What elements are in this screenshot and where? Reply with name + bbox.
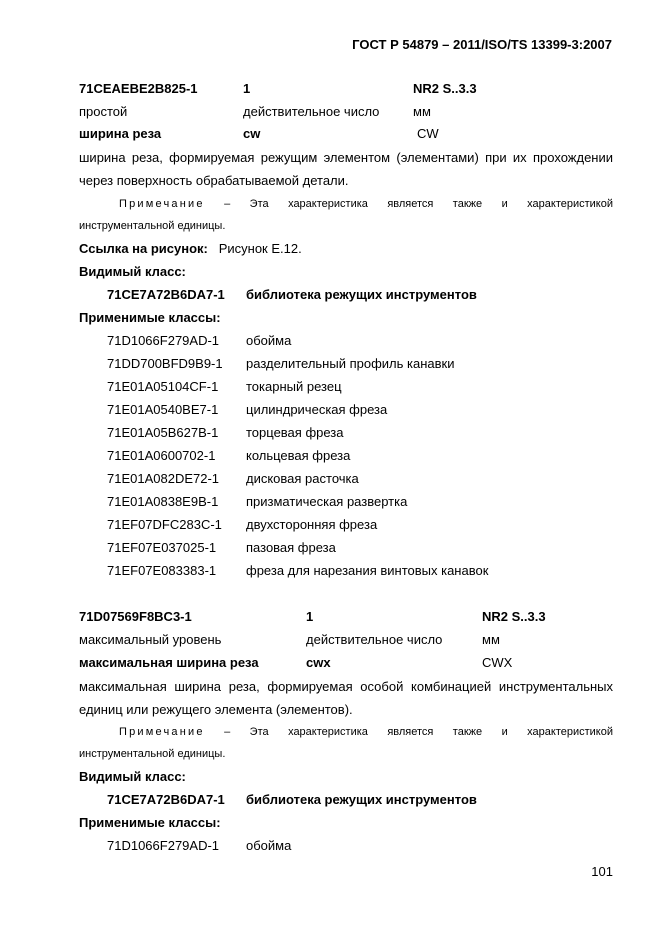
note-text-cont: инструментальной единицы. <box>79 220 226 232</box>
class-name: разделительный профиль канавки <box>246 356 455 371</box>
class-code: 71DD700BFD9B9-1 <box>107 356 223 371</box>
entry-version: 1 <box>306 609 314 624</box>
applicable-classes-label: Применимые классы: <box>79 815 221 830</box>
class-code: 71E01A0540BE7-1 <box>107 402 219 417</box>
page-number: 101 <box>591 864 613 879</box>
applicable-classes-label: Применимые классы: <box>79 310 221 325</box>
figure-label: Ссылка на рисунок: <box>79 241 208 256</box>
class-name: фреза для нарезания винтовых канавок <box>246 563 489 578</box>
entry-definition: максимальная ширина реза, формируемая особой комбинацией инструментальных единиц или режущего элемента (элементов). <box>79 679 613 717</box>
visible-class-label: Видимый класс: <box>79 769 186 784</box>
note-text: – Эта характеристика является также и характеристикой <box>224 726 614 738</box>
class-code: 71E01A05B627B-1 <box>107 425 219 440</box>
entry-code: 71CEAEBE2B825-1 <box>79 81 198 96</box>
figure-value: Рисунок E.12. <box>218 241 302 256</box>
class-name: двухсторонняя фреза <box>246 517 378 532</box>
class-code: 71EF07E037025-1 <box>107 540 217 555</box>
class-code: 71E01A082DE72-1 <box>107 471 220 486</box>
entry-symbol-upper: CW <box>417 126 439 141</box>
class-name: цилиндрическая фреза <box>246 402 388 417</box>
visible-class-name: библиотека режущих инструментов <box>246 287 477 302</box>
note-label: Примечание <box>119 726 205 738</box>
entry-symbol-upper: CWX <box>482 655 513 670</box>
entry-ref: NR2 S..3.3 <box>413 81 477 96</box>
entry-definition: ширина реза, формируемая режущим элементом (элементами) при их прохождении через поверхность обрабатываемой детали. <box>79 150 613 188</box>
note-text: – Эта характеристика является также и характеристикой <box>224 198 614 210</box>
entry-note <box>79 193 613 237</box>
entry-ref: NR2 S..3.3 <box>482 609 546 624</box>
entry-type: простой <box>79 104 128 119</box>
class-code: 71E01A0838E9B-1 <box>107 494 219 509</box>
class-name: дисковая расточка <box>246 471 359 486</box>
class-name: обойма <box>246 333 292 348</box>
entry-version: 1 <box>243 81 251 96</box>
entry-type: максимальный уровень <box>79 632 222 647</box>
entry-datatype: действительное число <box>243 104 380 119</box>
entry-unit: мм <box>413 104 431 119</box>
class-code: 71D1066F279AD-1 <box>107 838 220 853</box>
visible-class-code: 71CE7A72B6DA7-1 <box>107 792 225 807</box>
class-name: торцевая фреза <box>246 425 344 440</box>
entry-note <box>79 721 613 765</box>
entry-datatype: действительное число <box>306 632 443 647</box>
class-name: кольцевая фреза <box>246 448 351 463</box>
entry-name: ширина реза <box>79 126 162 141</box>
class-code: 71E01A05104CF-1 <box>107 379 219 394</box>
entry-symbol: cw <box>243 126 261 141</box>
entry-symbol: cwx <box>306 655 331 670</box>
class-code: 71EF07DFC283C-1 <box>107 517 222 532</box>
class-name: пазовая фреза <box>246 540 336 555</box>
class-code: 71E01A0600702-1 <box>107 448 216 463</box>
class-code: 71D1066F279AD-1 <box>107 333 220 348</box>
entry-name: максимальная ширина реза <box>79 655 259 670</box>
class-name: токарный резец <box>246 379 342 394</box>
entry-unit: мм <box>482 632 500 647</box>
visible-class-code: 71CE7A72B6DA7-1 <box>107 287 225 302</box>
class-name: призматическая развертка <box>246 494 408 509</box>
figure-reference <box>79 241 302 257</box>
note-text-cont: инструментальной единицы. <box>79 748 226 760</box>
class-code: 71EF07E083383-1 <box>107 563 217 578</box>
note-label: Примечание <box>119 198 205 210</box>
class-name: обойма <box>246 838 292 853</box>
visible-class-name: библиотека режущих инструментов <box>246 792 477 807</box>
document-header: ГОСТ Р 54879 – 2011/ISO/TS 13399-3:2007 <box>352 37 612 52</box>
visible-class-label: Видимый класс: <box>79 264 186 279</box>
entry-code: 71D07569F8BC3-1 <box>79 609 192 624</box>
